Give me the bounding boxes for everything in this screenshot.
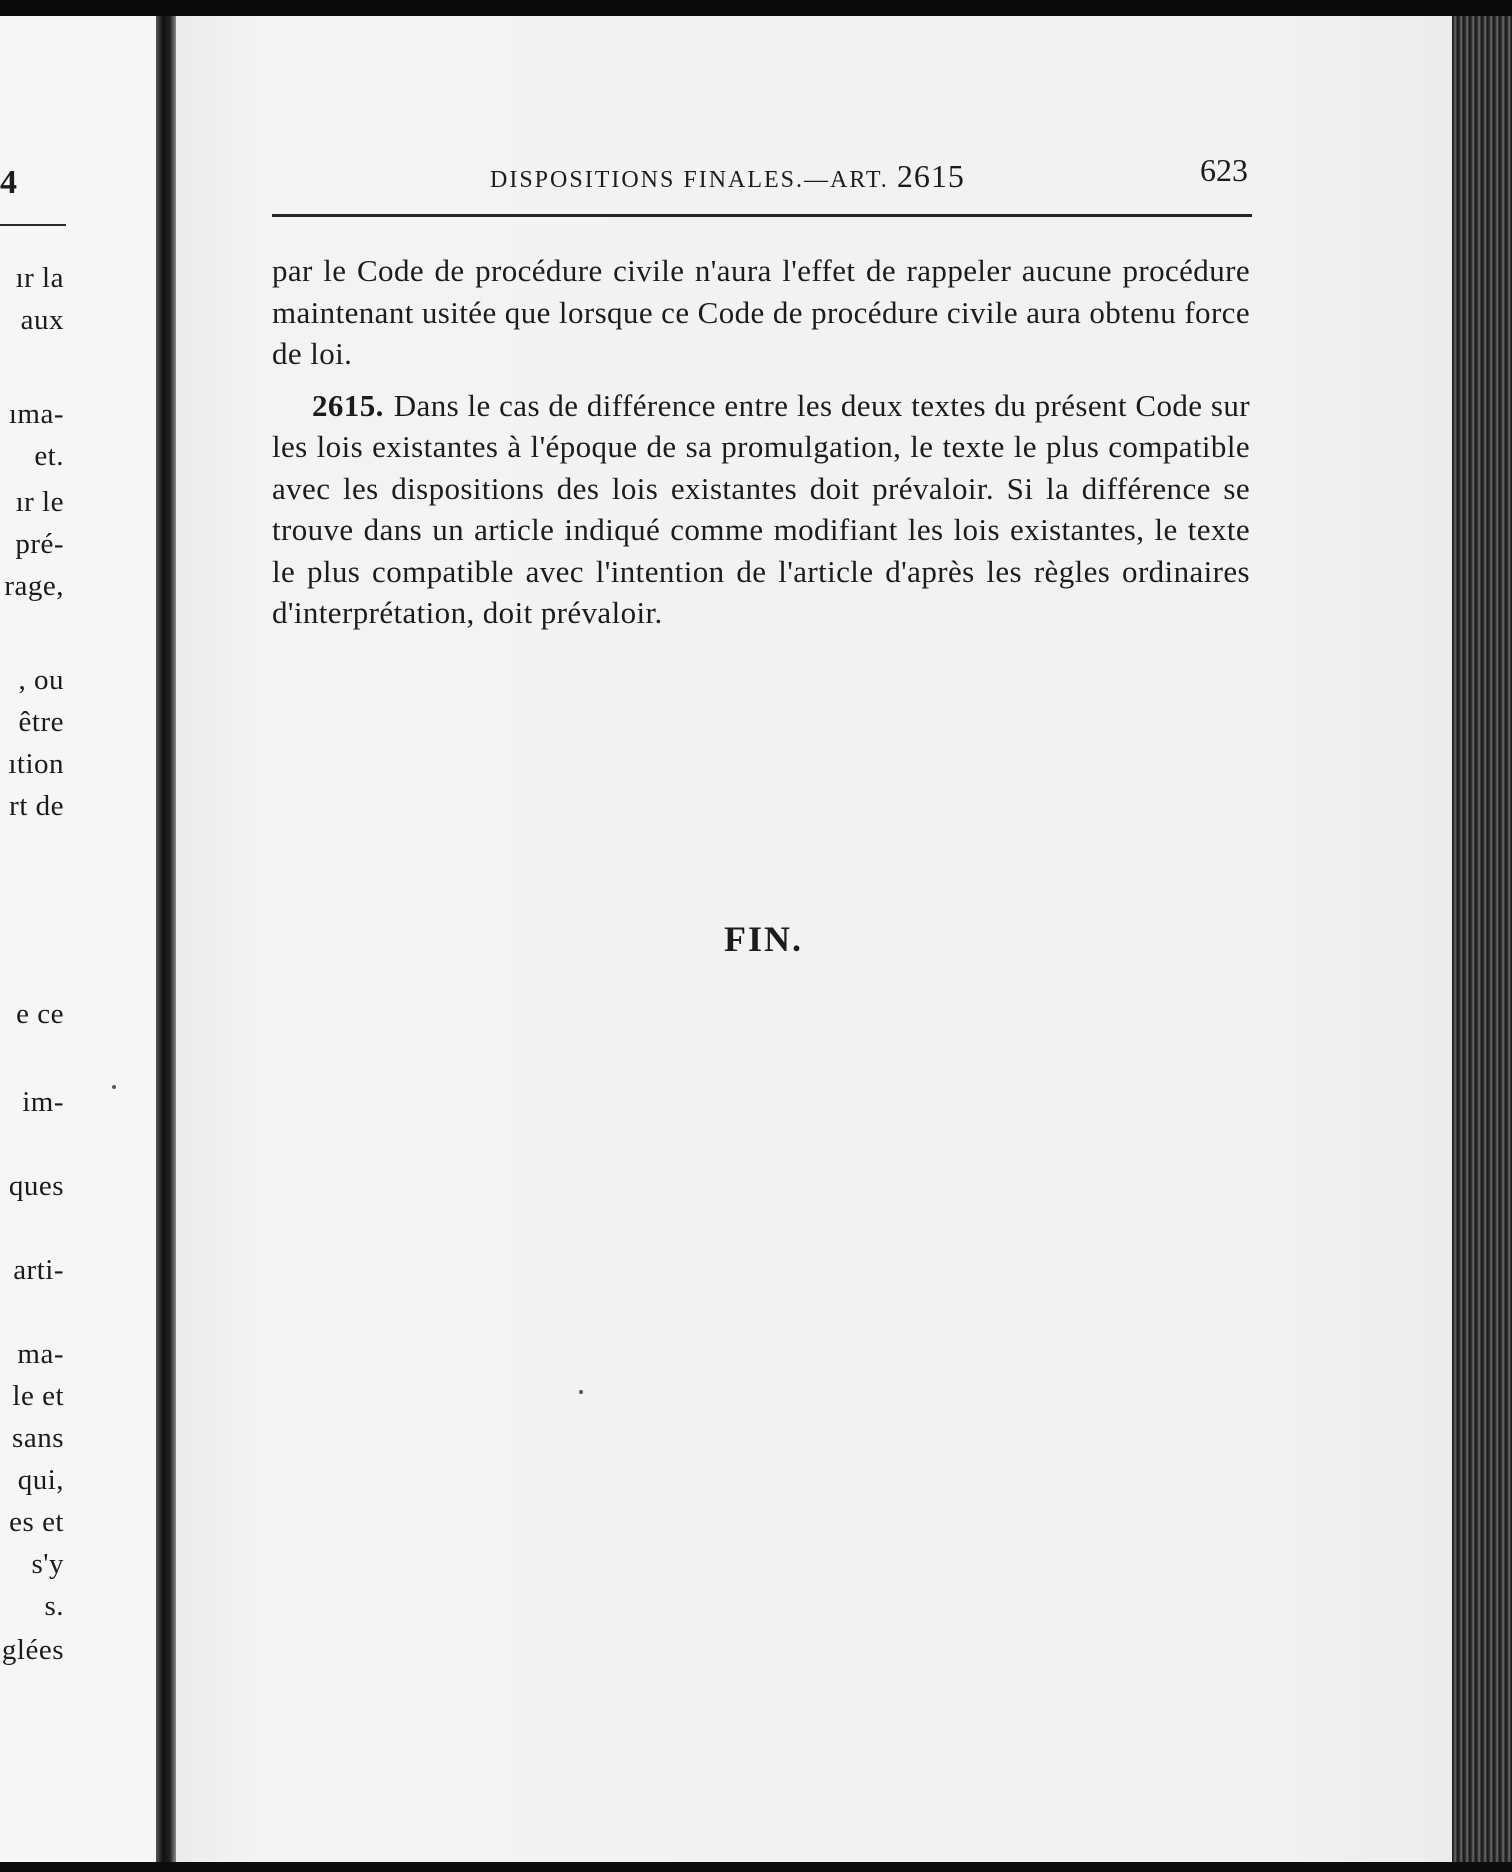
header-rule: [272, 214, 1252, 217]
continuation-paragraph: par le Code de procédure civile n'aura l'effet de rappeler aucune procédure maintenant usitée que lorsque ce Code de procédure civile aura obtenu force de loi.: [272, 253, 1250, 371]
page-body: [272, 250, 1250, 634]
closing-fin: FIN.: [724, 919, 803, 959]
left-line-fragment: ques: [8, 1170, 64, 1202]
left-line-fragment: ma-: [17, 1338, 64, 1370]
left-facing-page: [0, 16, 156, 1866]
left-line-fragment: le et: [12, 1380, 64, 1412]
left-line-fragment: im-: [22, 1086, 64, 1118]
left-line-fragment: ır le: [15, 486, 64, 518]
book-gutter: [156, 16, 176, 1872]
left-line-fragment: rage,: [4, 570, 64, 602]
left-line-fragment: arti-: [13, 1254, 64, 1286]
article-text: Dans le cas de différence entre les deux textes du présent Code sur les lois existantes à l'époque de sa promulgation, le texte le plus compatible avec les dispositions des lois existantes doit prévaloir. Si la différence se trouve dans un article indiqué comme modifiant les lois existantes, le texte le plus compatible avec l'intention de l'article d'après les règles ordinaires d'interprétation, doit prévaloir.: [272, 387, 1250, 630]
left-line-fragment: aux: [20, 304, 64, 336]
left-header-rule: [0, 224, 66, 226]
left-line-fragment: s'y: [31, 1548, 64, 1580]
scan-top-border: [0, 0, 1512, 16]
left-line-fragment: e ce: [16, 998, 64, 1030]
left-line-fragment: qui,: [17, 1464, 64, 1496]
left-line-fragment: pré-: [15, 528, 64, 560]
article-paragraph: [272, 385, 1250, 634]
page-stack-edge: [1452, 16, 1512, 1872]
left-line-fragment: s.: [44, 1590, 64, 1622]
left-line-fragment: , ou: [18, 664, 64, 696]
page-number: 623: [1200, 152, 1248, 188]
paper-speck: [112, 1085, 116, 1089]
article-number: 2615.: [312, 387, 384, 423]
paper-speck: [579, 1390, 583, 1394]
left-line-fragment: être: [18, 706, 64, 738]
left-line-fragment: sans: [12, 1422, 64, 1454]
running-header: [490, 158, 965, 195]
left-line-fragment: glées: [1, 1634, 64, 1666]
left-line-fragment: et.: [34, 440, 64, 472]
left-page-number: 4: [0, 164, 17, 201]
left-line-fragment: ıma-: [8, 398, 64, 430]
running-header-article: 2615: [896, 158, 965, 194]
left-line-fragment: es et: [9, 1506, 64, 1538]
left-line-fragment: rt de: [9, 790, 64, 822]
scan-bottom-border: [0, 1862, 1512, 1872]
left-line-fragment: ıtion: [8, 748, 64, 780]
left-line-fragment: ır la: [15, 262, 64, 294]
running-header-title: DISPOSITIONS FINALES.—ART.: [490, 167, 889, 193]
